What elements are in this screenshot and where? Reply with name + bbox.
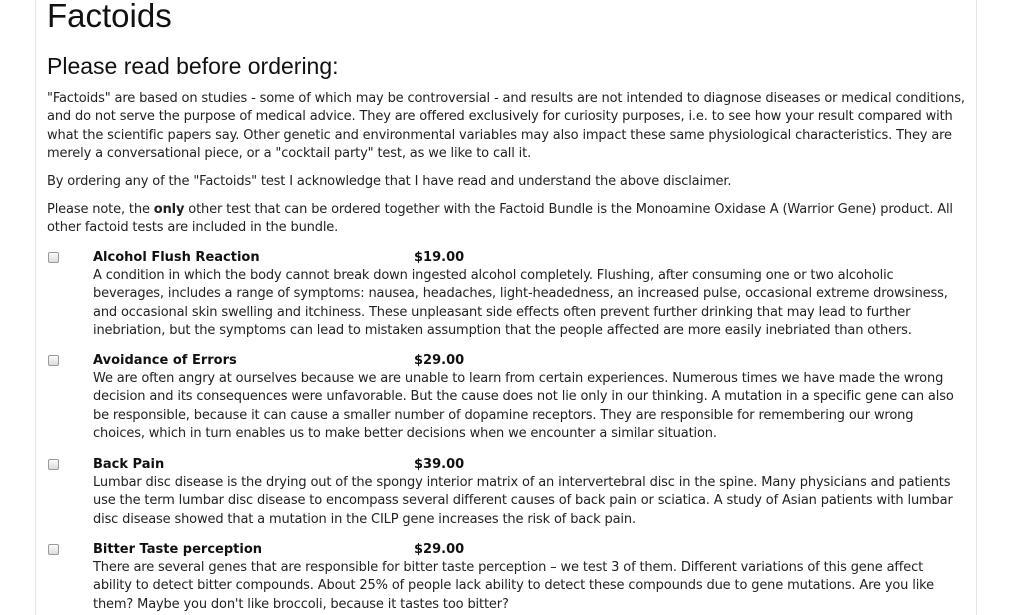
acknowledgement-paragraph: By ordering any of the "Factoids" test I acknowledge that I have read and understand the above disclaimer.: [47, 174, 732, 189]
product-price: $29.00: [414, 353, 465, 368]
bundle-note-text-rest: other test that can be ordered together with the Factoid Bundle is the Monoamine Oxidase A (Warrior Gene) product. All other factoid tests are included in the bundle.: [47, 202, 953, 236]
disclaimer-paragraph: "Factoids" are based on studies - some of which may be controversial - and results are not intended to diagnose diseases or medical conditions, and do not serve the purpose of medical advice. They are offered exclusively for curiosity purposes, i.e. to see how your result compared with what the scientific papers say. Other genetic and environmental variables may also impact these same physiological characteristics. They are merely a conversational piece, or a "cocktail party" test, as we like to call it.: [47, 91, 965, 161]
product-checkbox[interactable]: [48, 252, 59, 263]
product-checkbox[interactable]: [48, 355, 59, 366]
product-name: Back Pain: [93, 457, 165, 472]
product-description: Lumbar disc disease is the drying out of the spongy interior matrix of an intervertebral disc in the spine. Many physicians and patients use the term lumbar disc disease to encompass several different causes of back pain or sciatica. A study of Asian patients with lumbar disc disease showed that a mutation in the CILP gene increases the risk of back pain.: [93, 475, 953, 527]
product-description: A condition in which the body cannot break down ingested alcohol completely. Flushing, after consuming one or two alcoholic beverages, includes a range of symptoms: nausea, headaches, light-headedness, an increased pulse, occasional extreme drowsiness, and occasional skin swelling and itchiness. These unpleasant side effects often prevent further drinking that may lead to further inebriation, but the symptoms can lead to mistaken assumption that the people affected are more easily inebriated than others.: [93, 268, 948, 338]
product-checkbox[interactable]: [48, 459, 59, 470]
product-name: Bitter Taste perception: [93, 542, 263, 557]
product-description: There are several genes that are responsible for bitter taste perception – we test 3 of them. Different variations of this gene affect ability to detect bitter compounds. About 25% of people lack ability to detect these compounds due to gene mutations. Are you like them? Maybe you don't like broccoli, because it tastes too bitter?: [93, 560, 934, 612]
product-name: Avoidance of Errors: [93, 353, 237, 368]
product-price: $29.00: [414, 542, 465, 557]
bundle-note-emphasis: only: [153, 202, 185, 217]
product-price: $39.00: [414, 457, 465, 472]
product-price: $19.00: [414, 250, 465, 265]
product-description: We are often angry at ourselves because we are unable to learn from certain experiences. Numerous times we have made the wrong decision and its consequences were unfavorable. But the cause does not lie only in our thinking. A mutation in a specific gene can also be responsible, because it can cause a smaller number of dopamine receptors. They are responsible for remembering our wrong choices, which in turn enables us to make better decisions when we encounter a similar situation.: [93, 371, 954, 441]
page-title: Factoids: [47, 0, 172, 34]
bundle-note-paragraph: [47, 201, 969, 238]
page-subtitle: Please read before ordering:: [47, 53, 339, 79]
product-checkbox[interactable]: [48, 544, 59, 555]
product-name: Alcohol Flush Reaction: [93, 250, 260, 265]
bundle-note-text: Please note, the: [47, 202, 154, 217]
